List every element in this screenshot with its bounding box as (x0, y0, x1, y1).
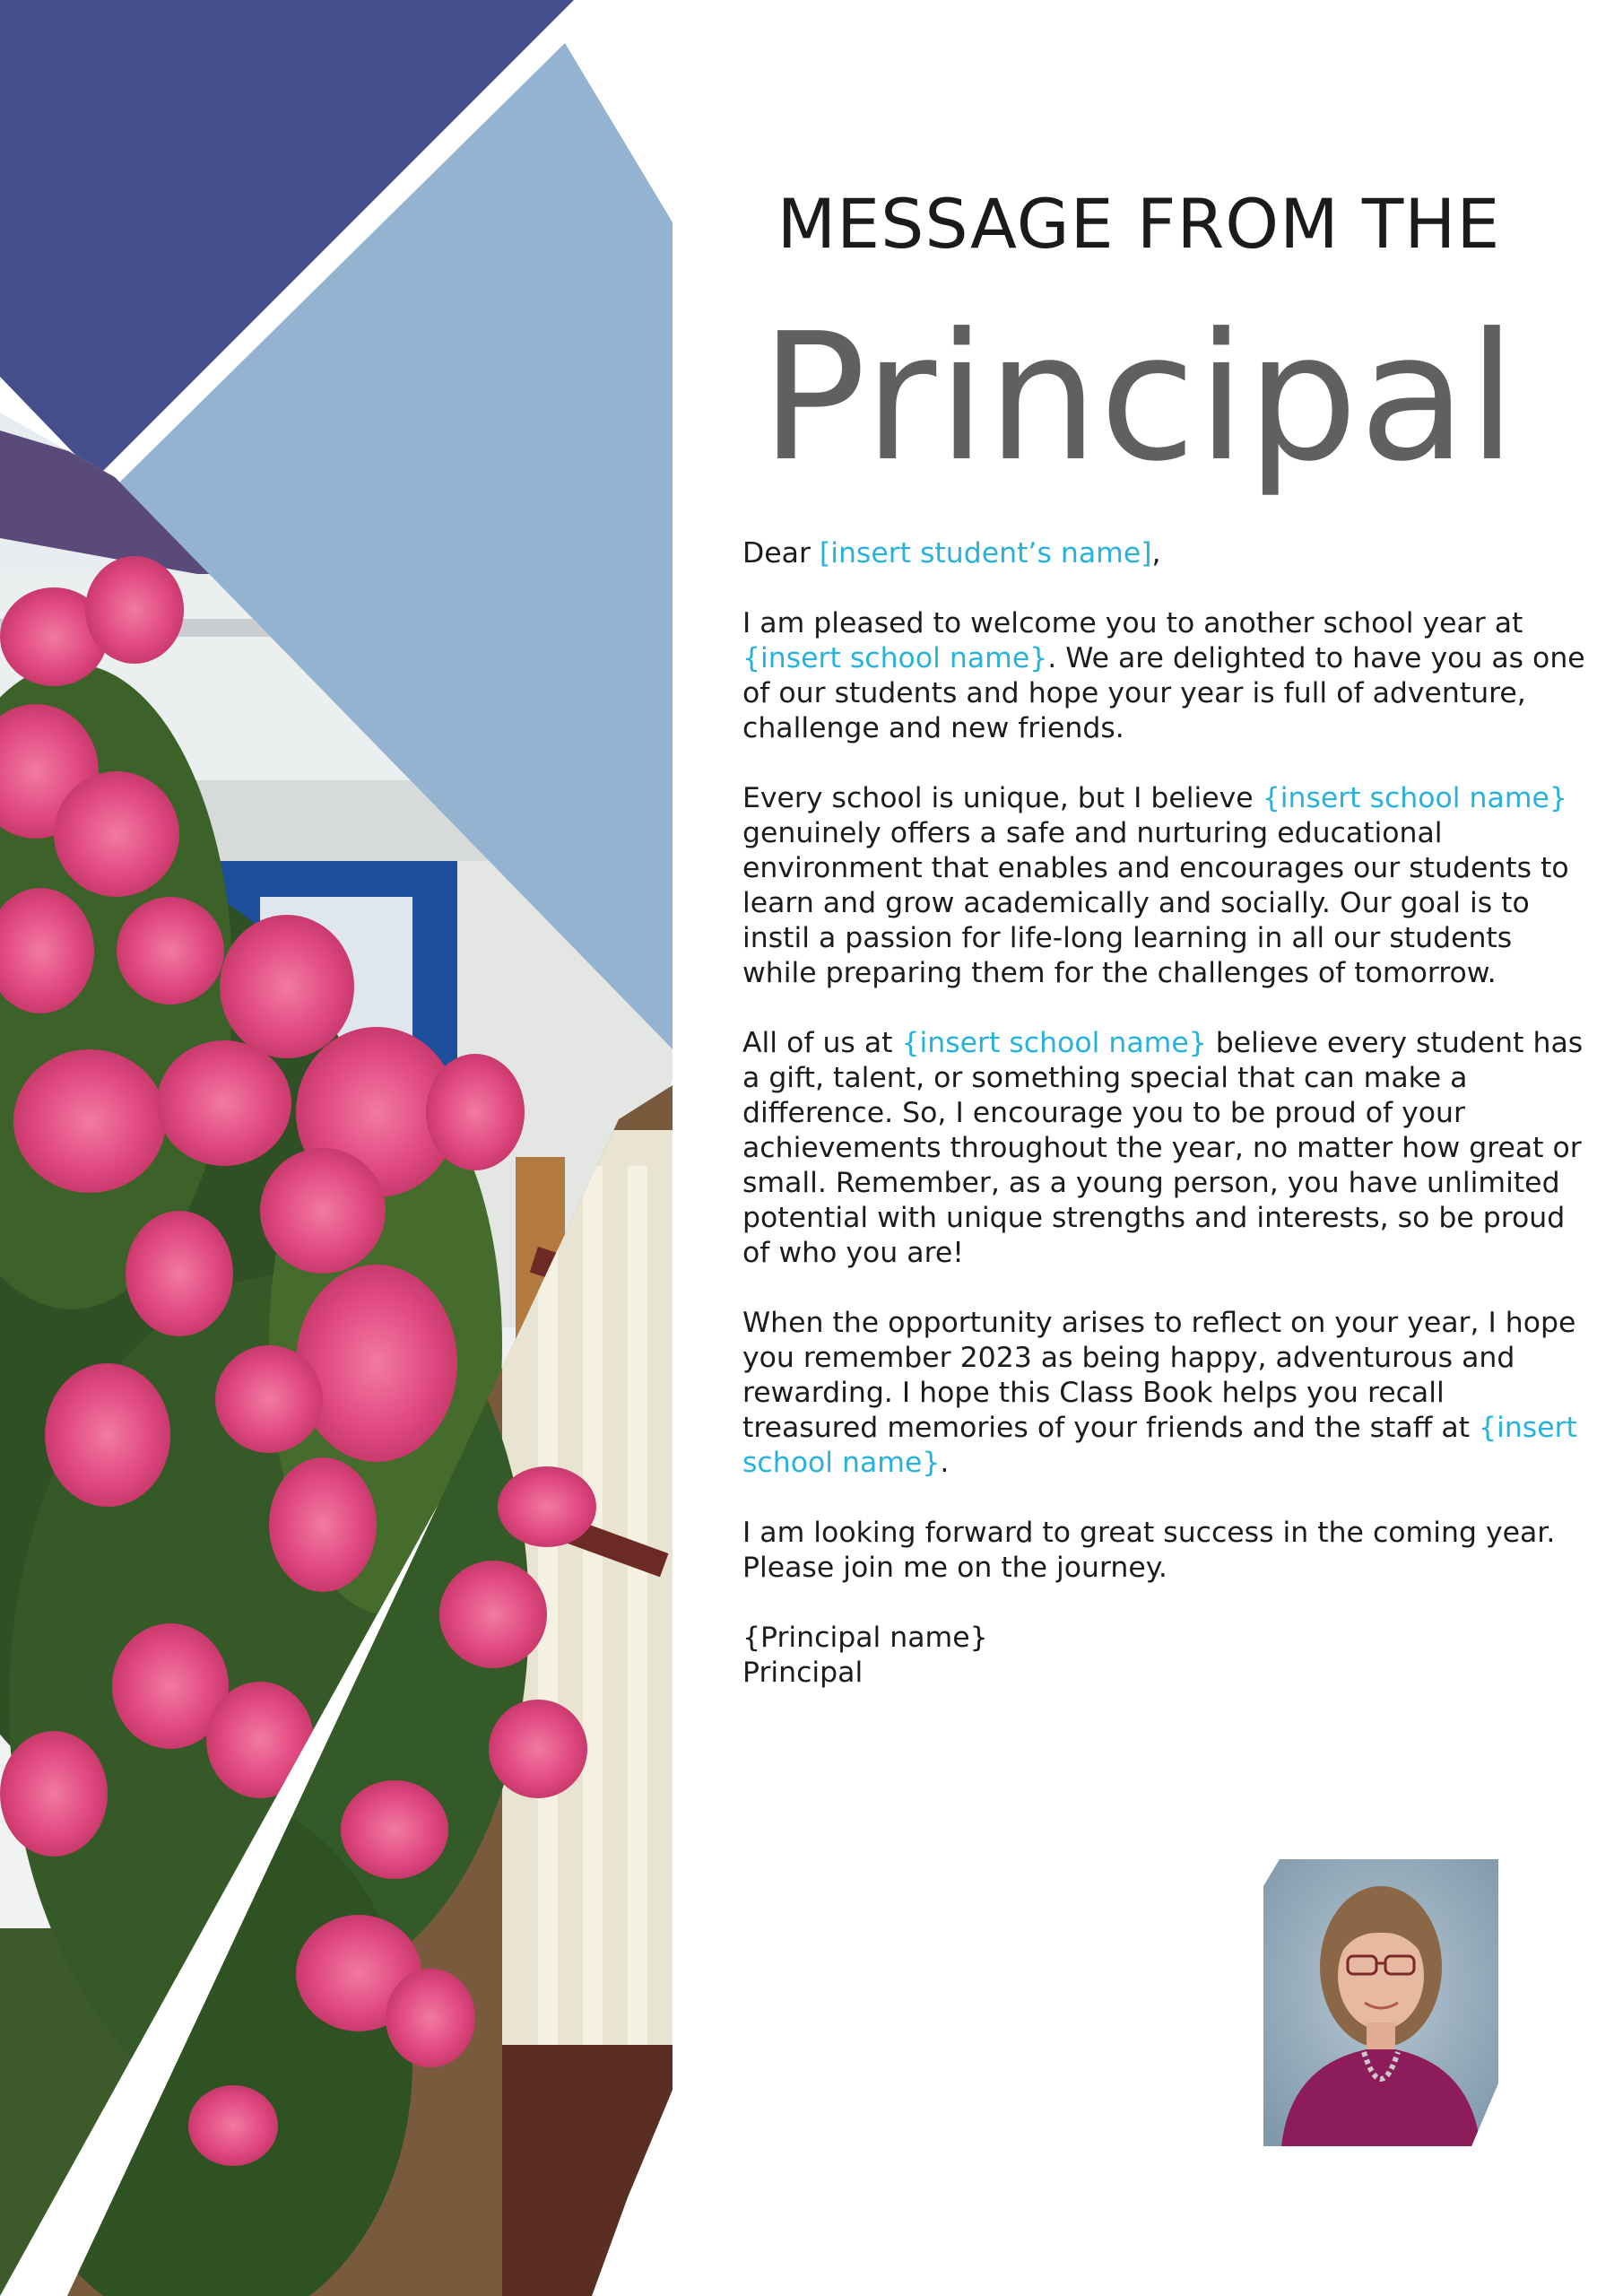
paragraph-text: genuinely offers a safe and nurturing educational environment that enables and encourages our students to learn and grow academically and socially. Our goal is to instil a passion for life-long learning in all our students while preparing them for the challenges of tomorrow. (742, 817, 1569, 989)
paragraph-gift (742, 1026, 1585, 1271)
paragraph-text: All of us at (742, 1027, 902, 1059)
paragraph-text: I am pleased to welcome you to another school year at (742, 607, 1523, 639)
heading-principal: Principal (759, 296, 1518, 500)
salutation-comma: , (1151, 537, 1161, 570)
heading-message-from: MESSAGE FROM THE (777, 184, 1501, 264)
school-name-placeholder: {insert school name} (742, 1412, 1577, 1479)
paragraph-text: . (940, 1447, 950, 1479)
school-name-placeholder: {insert school name} (1262, 782, 1567, 814)
salutation (742, 536, 1585, 571)
paragraph-text: Every school is unique, but I believe (742, 782, 1263, 814)
photo-collage (0, 0, 681, 2296)
paragraph-welcome (742, 606, 1585, 746)
paragraph-text: . We are delighted to have you as one of our students and hope your year is full of adventure, challenge and new friends. (742, 642, 1585, 744)
principal-name: {Principal name} (742, 1622, 988, 1654)
paragraph-reflect (742, 1306, 1585, 1481)
school-name-placeholder: {insert school name} (901, 1027, 1207, 1059)
paragraph-text: believe every student has a gift, talent, or something special that can make a difference. So, I encourage you to be proud of your achievements throughout the year, no matter how great or small. Remember, as a young person, you have unlimited potential with unique strengths and interests, so be proud of who you are! (742, 1027, 1584, 1269)
letter-body (742, 536, 1585, 1691)
student-name-placeholder: [insert student’s name] (819, 537, 1152, 570)
paragraph-journey: I am looking forward to great success in the coming year. Please join me on the journey. (742, 1517, 1556, 1584)
principal-title: Principal (742, 1657, 864, 1689)
paragraph-unique (742, 781, 1585, 991)
paragraph-text: When the opportunity arises to reflect on your year, I hope you remember 2023 as being happy, adventurous and rewarding. I hope this Class Book helps you recall treasured memories of your friends and the staff at (742, 1307, 1576, 1444)
principal-portrait (1263, 1859, 1498, 2146)
signature (742, 1621, 1585, 1691)
school-name-placeholder: {insert school name} (742, 642, 1048, 674)
salutation-text: Dear (742, 537, 820, 570)
